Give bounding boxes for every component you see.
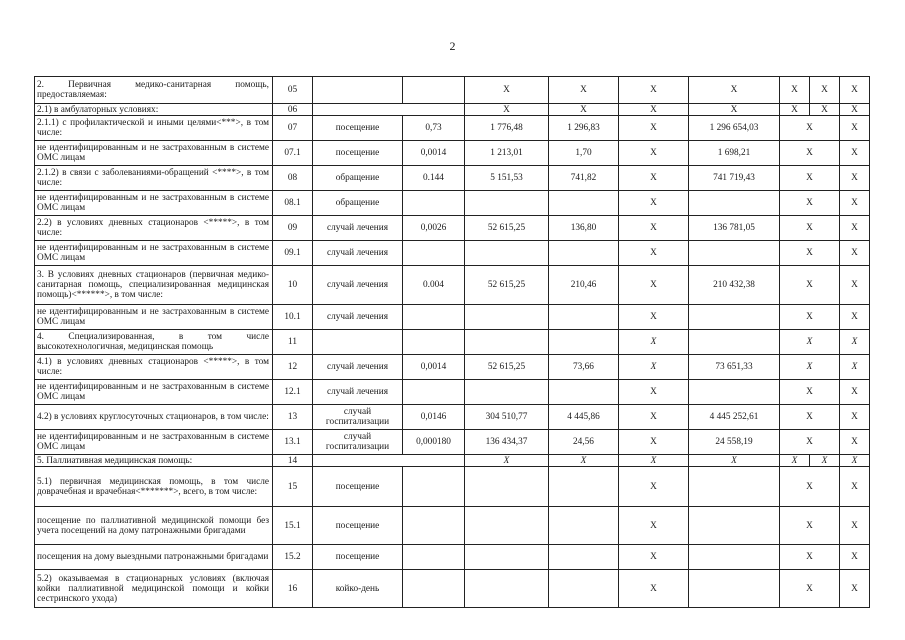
cell-line-code: 10.1: [273, 305, 313, 330]
cell-unit: случай лечения: [313, 355, 403, 380]
cell-volume: 0,0014: [403, 355, 465, 380]
cell-description: посещения на дому выездными патронажными бригадами: [35, 545, 273, 570]
table-row: [35, 104, 870, 116]
cell-col-11: X: [840, 216, 870, 241]
table-row: [35, 570, 870, 608]
cell-unit: [313, 330, 403, 355]
cell-volume: [403, 507, 465, 545]
table-row: [35, 545, 870, 570]
cell-volume: [403, 380, 465, 405]
cell-per-capita: X: [549, 455, 619, 467]
cell-description: посещение по паллиативной медицинской помощи без учета посещений на дому патронажными бригадами: [35, 507, 273, 545]
cell-cost-per-unit: [465, 241, 549, 266]
cell-total-cost: [689, 570, 780, 608]
cell-total-cost: 4 445 252,61: [689, 405, 780, 430]
cell-line-code: 15.2: [273, 545, 313, 570]
cell-col-11: X: [840, 266, 870, 305]
cell-col-7: X: [619, 430, 689, 455]
cell-per-capita: [549, 330, 619, 355]
cell-col-10: X: [810, 455, 840, 467]
cell-total-cost: 24 558,19: [689, 430, 780, 455]
cell-col-9: X: [780, 104, 810, 116]
table-row: [35, 430, 870, 455]
cell-col-10: X: [780, 545, 840, 570]
cell-description: не идентифицированным и не застрахованным в системе ОМС лицам: [35, 241, 273, 266]
cell-unit: посещение: [313, 116, 403, 141]
cell-line-code: 12: [273, 355, 313, 380]
cell-volume: [403, 467, 465, 507]
cell-volume: 0,0146: [403, 405, 465, 430]
cell-description: 2. Первичная медико-санитарная помощь, предоставляемая:: [35, 77, 273, 104]
cell-volume: 0,73: [403, 116, 465, 141]
cell-cost-per-unit: 52 615,25: [465, 355, 549, 380]
cell-cost-per-unit: [465, 545, 549, 570]
cell-per-capita: 73,66: [549, 355, 619, 380]
cell-description: 4.1) в условиях дневных стационаров <*****>, в том числе:: [35, 355, 273, 380]
cell-per-capita: X: [549, 104, 619, 116]
cell-line-code: 13: [273, 405, 313, 430]
cell-volume: [403, 545, 465, 570]
cell-col-7: X: [619, 355, 689, 380]
cell-volume: [403, 330, 465, 355]
cell-unit: случай лечения: [313, 241, 403, 266]
cell-total-cost: 210 432,38: [689, 266, 780, 305]
cell-description: не идентифицированным и не застрахованным в системе ОМС лицам: [35, 430, 273, 455]
cell-col-7: X: [619, 266, 689, 305]
cell-col-10: X: [810, 77, 840, 104]
cell-col-11: X: [840, 330, 870, 355]
cell-description: 3. В условиях дневных стационаров (первичная медико-санитарная помощь, специализированная медицинская помощь)<******>, в том числе:: [35, 266, 273, 305]
cell-col-10: X: [780, 166, 840, 191]
cell-unit: случай лечения: [313, 266, 403, 305]
cell-cost-per-unit: X: [465, 77, 549, 104]
cell-description: не идентифицированным и не застрахованным в системе ОМС лицам: [35, 380, 273, 405]
cell-line-code: 15.1: [273, 507, 313, 545]
cell-col-11: X: [840, 191, 870, 216]
cell-line-code: 08.1: [273, 191, 313, 216]
cell-col-11: X: [840, 380, 870, 405]
cell-volume: [403, 77, 465, 104]
table-row: [35, 141, 870, 166]
cell-cost-per-unit: [465, 330, 549, 355]
table-row: [35, 166, 870, 191]
table-row: [35, 467, 870, 507]
table-row: [35, 266, 870, 305]
cell-unit: случай лечения: [313, 380, 403, 405]
cell-description: 4.2) в условиях круглосуточных стационаров, в том числе:: [35, 405, 273, 430]
cell-per-capita: [549, 241, 619, 266]
cell-cost-per-unit: [465, 570, 549, 608]
cell-total-cost: X: [689, 77, 780, 104]
cell-col-7: X: [619, 405, 689, 430]
cell-col-7: X: [619, 380, 689, 405]
table-row: [35, 507, 870, 545]
cell-col-7: X: [619, 305, 689, 330]
cell-col-7: X: [619, 455, 689, 467]
cell-col-11: X: [840, 241, 870, 266]
cell-unit: случай госпитализации: [313, 430, 403, 455]
cell-line-code: 08: [273, 166, 313, 191]
cell-line-code: 14: [273, 455, 313, 467]
cell-col-11: X: [840, 455, 870, 467]
cell-unit-volume: [313, 104, 465, 116]
cell-description: 2.2) в условиях дневных стационаров <*****>, в том числе:: [35, 216, 273, 241]
cell-description: 4. Специализированная, в том числе высокотехнологичная, медицинская помощь: [35, 330, 273, 355]
table-row: [35, 305, 870, 330]
cell-unit: посещение: [313, 507, 403, 545]
cell-volume: 0.004: [403, 266, 465, 305]
cell-line-code: 05: [273, 77, 313, 104]
cell-total-cost: [689, 545, 780, 570]
cell-volume: 0,0014: [403, 141, 465, 166]
cell-col-7: X: [619, 467, 689, 507]
cell-col-11: X: [840, 545, 870, 570]
cell-description: не идентифицированным и не застрахованным в системе ОМС лицам: [35, 305, 273, 330]
cell-col-11: X: [840, 467, 870, 507]
cell-total-cost: [689, 241, 780, 266]
cell-col-7: X: [619, 330, 689, 355]
cell-description: 5. Паллиативная медицинская помощь:: [35, 455, 273, 467]
cell-per-capita: 741,82: [549, 166, 619, 191]
cell-description: 2.1.2) в связи с заболеваниями-обращений <****>, в том числе:: [35, 166, 273, 191]
cell-volume: [403, 241, 465, 266]
cell-unit: обращение: [313, 166, 403, 191]
cell-col-9: X: [780, 77, 810, 104]
cell-description: не идентифицированным и не застрахованным в системе ОМС лицам: [35, 141, 273, 166]
cell-unit: обращение: [313, 191, 403, 216]
cell-volume: 0,000180: [403, 430, 465, 455]
cell-unit: случай лечения: [313, 305, 403, 330]
cell-cost-per-unit: [465, 191, 549, 216]
cell-col-10: X: [780, 355, 840, 380]
cell-per-capita: [549, 545, 619, 570]
cell-cost-per-unit: X: [465, 104, 549, 116]
cell-col-7: X: [619, 141, 689, 166]
cell-total-cost: [689, 191, 780, 216]
cell-unit: [313, 77, 403, 104]
cell-col-10: X: [780, 266, 840, 305]
cell-total-cost: 136 781,05: [689, 216, 780, 241]
table-row: [35, 455, 870, 467]
cell-col-10: X: [780, 380, 840, 405]
cell-unit: посещение: [313, 545, 403, 570]
cell-line-code: 09: [273, 216, 313, 241]
cell-per-capita: [549, 191, 619, 216]
table-row: [35, 355, 870, 380]
cell-col-10: X: [780, 141, 840, 166]
cell-per-capita: [549, 507, 619, 545]
cell-per-capita: [549, 467, 619, 507]
cell-col-7: X: [619, 216, 689, 241]
table-row: [35, 77, 870, 104]
cell-per-capita: [549, 570, 619, 608]
cell-line-code: 07.1: [273, 141, 313, 166]
cell-per-capita: 1,70: [549, 141, 619, 166]
cell-col-11: X: [840, 570, 870, 608]
cell-cost-per-unit: [465, 507, 549, 545]
cell-col-11: X: [840, 141, 870, 166]
cell-col-10: X: [780, 570, 840, 608]
cell-col-10: X: [780, 305, 840, 330]
cell-per-capita: 4 445,86: [549, 405, 619, 430]
cell-line-code: 11: [273, 330, 313, 355]
cell-per-capita: 1 296,83: [549, 116, 619, 141]
table-row: [35, 241, 870, 266]
cell-cost-per-unit: X: [465, 455, 549, 467]
cell-per-capita: [549, 380, 619, 405]
cell-col-11: X: [840, 104, 870, 116]
cell-col-7: X: [619, 507, 689, 545]
cell-cost-per-unit: 136 434,37: [465, 430, 549, 455]
table-row: [35, 380, 870, 405]
cell-volume: 0,0026: [403, 216, 465, 241]
cell-total-cost: 1 296 654,03: [689, 116, 780, 141]
tariff-table: [34, 76, 870, 608]
cell-col-11: X: [840, 166, 870, 191]
cell-description: 5.2) оказываемая в стационарных условиях (включая койки паллиативной медицинской помощи и койки сестринского ухода): [35, 570, 273, 608]
cell-col-11: X: [840, 507, 870, 545]
cell-cost-per-unit: [465, 467, 549, 507]
cell-col-9: X: [780, 455, 810, 467]
cell-total-cost: X: [689, 455, 780, 467]
cell-col-7: X: [619, 166, 689, 191]
cell-per-capita: [549, 305, 619, 330]
table-row: [35, 405, 870, 430]
cell-per-capita: 210,46: [549, 266, 619, 305]
cell-col-7: X: [619, 104, 689, 116]
cell-col-10: X: [780, 430, 840, 455]
table-row: [35, 191, 870, 216]
cell-per-capita: 24,56: [549, 430, 619, 455]
page-number: 2: [449, 39, 456, 53]
cell-col-10: X: [810, 104, 840, 116]
cell-unit: посещение: [313, 141, 403, 166]
cell-col-10: X: [780, 191, 840, 216]
cell-cost-per-unit: [465, 305, 549, 330]
cell-col-7: X: [619, 545, 689, 570]
cell-total-cost: [689, 467, 780, 507]
cell-volume: [403, 570, 465, 608]
cell-line-code: 07: [273, 116, 313, 141]
cell-total-cost: X: [689, 104, 780, 116]
table-row: [35, 330, 870, 355]
cell-total-cost: [689, 380, 780, 405]
cell-total-cost: 1 698,21: [689, 141, 780, 166]
cell-total-cost: 741 719,43: [689, 166, 780, 191]
cell-cost-per-unit: 52 615,25: [465, 266, 549, 305]
cell-description: 5.1) первичная медицинская помощь, в том числе доврачебная и врачебная<*******>, всего, в том числе:: [35, 467, 273, 507]
cell-col-10: X: [780, 405, 840, 430]
cell-line-code: 13.1: [273, 430, 313, 455]
cell-total-cost: [689, 507, 780, 545]
cell-col-7: X: [619, 116, 689, 141]
cell-line-code: 12.1: [273, 380, 313, 405]
cell-line-code: 15: [273, 467, 313, 507]
cell-description: 2.1) в амбулаторных условиях:: [35, 104, 273, 116]
cell-line-code: 06: [273, 104, 313, 116]
cell-description: не идентифицированным и не застрахованным в системе ОМС лицам: [35, 191, 273, 216]
cell-description: 2.1.1) с профилактической и иными целями<***>, в том числе:: [35, 116, 273, 141]
cell-col-10: X: [780, 467, 840, 507]
cell-line-code: 09.1: [273, 241, 313, 266]
table-row: [35, 116, 870, 141]
cell-col-7: X: [619, 241, 689, 266]
cell-per-capita: X: [549, 77, 619, 104]
cell-col-7: X: [619, 570, 689, 608]
table-row: [35, 216, 870, 241]
cell-volume: [403, 191, 465, 216]
cell-col-10: X: [780, 507, 840, 545]
cell-col-10: X: [780, 330, 840, 355]
cell-col-11: X: [840, 405, 870, 430]
cell-col-11: X: [840, 305, 870, 330]
cell-total-cost: 73 651,33: [689, 355, 780, 380]
cell-line-code: 16: [273, 570, 313, 608]
cell-cost-per-unit: 52 615,25: [465, 216, 549, 241]
cell-cost-per-unit: 1 776,48: [465, 116, 549, 141]
cell-volume: 0.144: [403, 166, 465, 191]
cell-col-10: X: [780, 241, 840, 266]
cell-unit: посещение: [313, 467, 403, 507]
cell-col-11: X: [840, 116, 870, 141]
cell-col-11: X: [840, 355, 870, 380]
cell-col-11: X: [840, 430, 870, 455]
cell-unit-volume: [313, 455, 465, 467]
cell-cost-per-unit: 304 510,77: [465, 405, 549, 430]
cell-col-11: X: [840, 77, 870, 104]
cell-col-7: X: [619, 77, 689, 104]
cell-col-7: X: [619, 191, 689, 216]
cell-cost-per-unit: 1 213,01: [465, 141, 549, 166]
cell-cost-per-unit: [465, 380, 549, 405]
cell-total-cost: [689, 330, 780, 355]
cell-line-code: 10: [273, 266, 313, 305]
cell-col-10: X: [780, 216, 840, 241]
cell-cost-per-unit: 5 151,53: [465, 166, 549, 191]
cell-total-cost: [689, 305, 780, 330]
cell-per-capita: 136,80: [549, 216, 619, 241]
cell-unit: случай госпитализации: [313, 405, 403, 430]
cell-volume: [403, 305, 465, 330]
cell-col-10: X: [780, 116, 840, 141]
cell-unit: случай лечения: [313, 216, 403, 241]
cell-unit: койко-день: [313, 570, 403, 608]
